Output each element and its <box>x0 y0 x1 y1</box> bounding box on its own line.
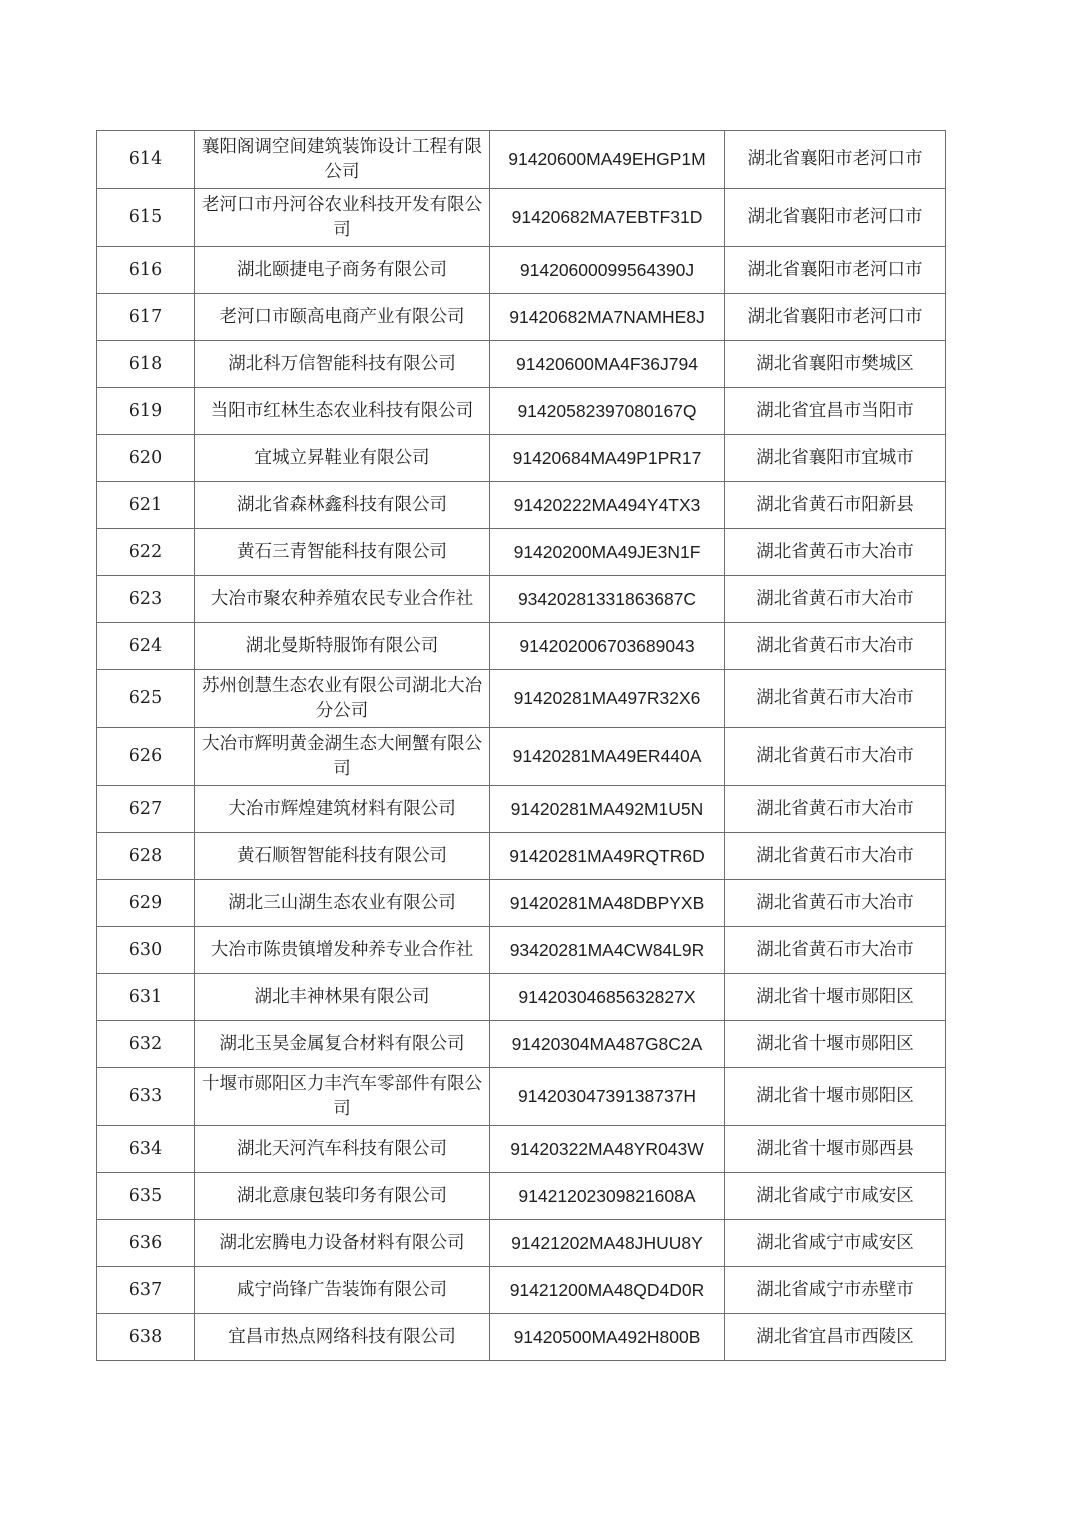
address-cell: 湖北省十堰市郧阳区 <box>725 974 946 1021</box>
address-cell: 湖北省十堰市郧阳区 <box>725 1021 946 1068</box>
table-row <box>97 1314 946 1361</box>
row-number-cell: 621 <box>97 482 195 529</box>
table-row <box>97 880 946 927</box>
address-cell: 湖北省黄石市大冶市 <box>725 576 946 623</box>
row-number-cell: 625 <box>97 670 195 728</box>
table-row <box>97 974 946 1021</box>
company-name-cell: 湖北宏腾电力设备材料有限公司 <box>195 1220 490 1267</box>
table-row <box>97 576 946 623</box>
table-row <box>97 482 946 529</box>
row-number-cell: 631 <box>97 974 195 1021</box>
company-name-cell: 襄阳阁调空间建筑装饰设计工程有限公司 <box>195 131 490 189</box>
company-name-cell: 湖北意康包装印务有限公司 <box>195 1173 490 1220</box>
credit-code-cell: 91420200MA49JE3N1F <box>490 529 725 576</box>
row-number-cell: 619 <box>97 388 195 435</box>
credit-code-cell: 914202006703689043 <box>490 623 725 670</box>
table-row <box>97 388 946 435</box>
credit-code-cell: 91420322MA48YR043W <box>490 1126 725 1173</box>
table-row <box>97 131 946 189</box>
row-number-cell: 627 <box>97 786 195 833</box>
company-name-cell: 大冶市辉煌建筑材料有限公司 <box>195 786 490 833</box>
company-list-table <box>96 130 946 1361</box>
row-number-cell: 629 <box>97 880 195 927</box>
credit-code-cell: 91420682MA7EBTF31D <box>490 189 725 247</box>
credit-code-cell: 91420281MA497R32X6 <box>490 670 725 728</box>
company-name-cell: 大冶市陈贵镇增发种养专业合作社 <box>195 927 490 974</box>
row-number-cell: 617 <box>97 294 195 341</box>
company-name-cell: 湖北曼斯特服饰有限公司 <box>195 623 490 670</box>
row-number-cell: 626 <box>97 728 195 786</box>
credit-code-cell: 91420281MA49RQTR6D <box>490 833 725 880</box>
company-name-cell: 十堰市郧阳区力丰汽车零部件有限公司 <box>195 1068 490 1126</box>
company-name-cell: 湖北天河汽车科技有限公司 <box>195 1126 490 1173</box>
table-row <box>97 927 946 974</box>
row-number-cell: 623 <box>97 576 195 623</box>
company-name-cell: 当阳市红林生态农业科技有限公司 <box>195 388 490 435</box>
company-name-cell: 咸宁尚锋广告装饰有限公司 <box>195 1267 490 1314</box>
credit-code-cell: 91420222MA494Y4TX3 <box>490 482 725 529</box>
table-row <box>97 623 946 670</box>
company-name-cell: 湖北颐捷电子商务有限公司 <box>195 247 490 294</box>
company-name-cell: 老河口市颐高电商产业有限公司 <box>195 294 490 341</box>
address-cell: 湖北省十堰市郧西县 <box>725 1126 946 1173</box>
row-number-cell: 634 <box>97 1126 195 1173</box>
credit-code-cell: 93420281MA4CW84L9R <box>490 927 725 974</box>
address-cell: 湖北省黄石市大冶市 <box>725 927 946 974</box>
company-name-cell: 湖北三山湖生态农业有限公司 <box>195 880 490 927</box>
address-cell: 湖北省襄阳市老河口市 <box>725 131 946 189</box>
company-name-cell: 大冶市辉明黄金湖生态大闸蟹有限公司 <box>195 728 490 786</box>
address-cell: 湖北省咸宁市咸安区 <box>725 1220 946 1267</box>
credit-code-cell: 91420304685632827X <box>490 974 725 1021</box>
table-row <box>97 728 946 786</box>
company-name-cell: 老河口市丹河谷农业科技开发有限公司 <box>195 189 490 247</box>
credit-code-cell: 91420281MA48DBPYXB <box>490 880 725 927</box>
credit-code-cell: 91420304MA487G8C2A <box>490 1021 725 1068</box>
company-name-cell: 大冶市聚农种养殖农民专业合作社 <box>195 576 490 623</box>
table-row <box>97 833 946 880</box>
address-cell: 湖北省黄石市大冶市 <box>725 786 946 833</box>
table-row <box>97 670 946 728</box>
row-number-cell: 632 <box>97 1021 195 1068</box>
row-number-cell: 618 <box>97 341 195 388</box>
credit-code-cell: 91420682MA7NAMHE8J <box>490 294 725 341</box>
table-row <box>97 341 946 388</box>
credit-code-cell: 91420600MA4F36J794 <box>490 341 725 388</box>
address-cell: 湖北省宜昌市西陵区 <box>725 1314 946 1361</box>
credit-code-cell: 91420684MA49P1PR17 <box>490 435 725 482</box>
credit-code-cell: 93420281331863687C <box>490 576 725 623</box>
row-number-cell: 628 <box>97 833 195 880</box>
row-number-cell: 638 <box>97 1314 195 1361</box>
company-name-cell: 湖北丰神林果有限公司 <box>195 974 490 1021</box>
table-row <box>97 786 946 833</box>
credit-code-cell: 91420304739138737H <box>490 1068 725 1126</box>
address-cell: 湖北省襄阳市樊城区 <box>725 341 946 388</box>
row-number-cell: 624 <box>97 623 195 670</box>
row-number-cell: 620 <box>97 435 195 482</box>
table-row <box>97 294 946 341</box>
row-number-cell: 635 <box>97 1173 195 1220</box>
company-name-cell: 宜城立昇鞋业有限公司 <box>195 435 490 482</box>
address-cell: 湖北省黄石市大冶市 <box>725 529 946 576</box>
address-cell: 湖北省襄阳市老河口市 <box>725 247 946 294</box>
address-cell: 湖北省黄石市大冶市 <box>725 880 946 927</box>
credit-code-cell: 91420500MA492H800B <box>490 1314 725 1361</box>
table-body <box>97 131 946 1361</box>
address-cell: 湖北省黄石市大冶市 <box>725 833 946 880</box>
table-row <box>97 1068 946 1126</box>
company-name-cell: 黄石顺智智能科技有限公司 <box>195 833 490 880</box>
address-cell: 湖北省咸宁市赤壁市 <box>725 1267 946 1314</box>
table-row <box>97 435 946 482</box>
credit-code-cell: 91421202MA48JHUU8Y <box>490 1220 725 1267</box>
row-number-cell: 633 <box>97 1068 195 1126</box>
address-cell: 湖北省咸宁市咸安区 <box>725 1173 946 1220</box>
table-row <box>97 1021 946 1068</box>
table-row <box>97 1173 946 1220</box>
row-number-cell: 614 <box>97 131 195 189</box>
row-number-cell: 637 <box>97 1267 195 1314</box>
credit-code-cell: 91420600099564390J <box>490 247 725 294</box>
table-row <box>97 529 946 576</box>
address-cell: 湖北省黄石市大冶市 <box>725 728 946 786</box>
address-cell: 湖北省黄石市大冶市 <box>725 670 946 728</box>
company-name-cell: 黄石三青智能科技有限公司 <box>195 529 490 576</box>
row-number-cell: 630 <box>97 927 195 974</box>
credit-code-cell: 91421200MA48QD4D0R <box>490 1267 725 1314</box>
row-number-cell: 616 <box>97 247 195 294</box>
credit-code-cell: 91420582397080167Q <box>490 388 725 435</box>
address-cell: 湖北省宜昌市当阳市 <box>725 388 946 435</box>
company-name-cell: 湖北省森林鑫科技有限公司 <box>195 482 490 529</box>
table-row <box>97 1267 946 1314</box>
company-name-cell: 湖北玉昊金属复合材料有限公司 <box>195 1021 490 1068</box>
credit-code-cell: 91421202309821608A <box>490 1173 725 1220</box>
credit-code-cell: 91420281MA492M1U5N <box>490 786 725 833</box>
table-row <box>97 1126 946 1173</box>
address-cell: 湖北省黄石市阳新县 <box>725 482 946 529</box>
credit-code-cell: 91420600MA49EHGP1M <box>490 131 725 189</box>
company-name-cell: 宜昌市热点网络科技有限公司 <box>195 1314 490 1361</box>
address-cell: 湖北省十堰市郧阳区 <box>725 1068 946 1126</box>
row-number-cell: 622 <box>97 529 195 576</box>
address-cell: 湖北省襄阳市老河口市 <box>725 189 946 247</box>
credit-code-cell: 91420281MA49ER440A <box>490 728 725 786</box>
row-number-cell: 615 <box>97 189 195 247</box>
address-cell: 湖北省襄阳市老河口市 <box>725 294 946 341</box>
address-cell: 湖北省黄石市大冶市 <box>725 623 946 670</box>
table-row <box>97 247 946 294</box>
table-row <box>97 1220 946 1267</box>
row-number-cell: 636 <box>97 1220 195 1267</box>
address-cell: 湖北省襄阳市宜城市 <box>725 435 946 482</box>
company-name-cell: 苏州创慧生态农业有限公司湖北大冶分公司 <box>195 670 490 728</box>
table-row <box>97 189 946 247</box>
company-name-cell: 湖北科万信智能科技有限公司 <box>195 341 490 388</box>
